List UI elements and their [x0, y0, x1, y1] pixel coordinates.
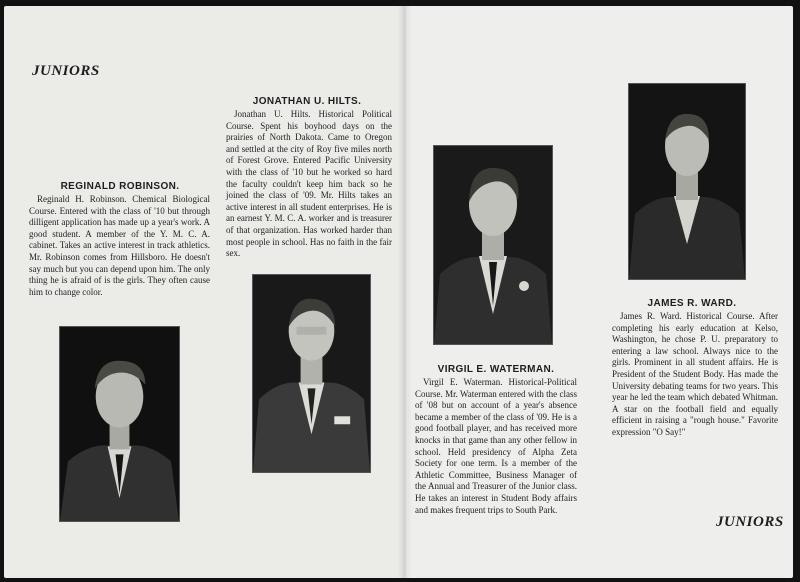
student-photo-hilts: [252, 274, 371, 473]
portrait-photo-icon: [629, 84, 745, 279]
student-photo-waterman: [433, 145, 553, 345]
student-name-robinson: REGINALD ROBINSON.: [60, 181, 180, 192]
portrait-photo-icon: [253, 275, 370, 472]
student-photo-ward: [628, 83, 746, 280]
student-name-waterman: VIRGIL E. WATERMAN.: [437, 364, 555, 375]
student-photo-robinson: [59, 326, 180, 522]
student-bio-hilts: Jonathan U. Hilts. Historical Political Course. Spent his boyhood days on the prairies of North Dakota. Came to Oregon and settled at the city of Roy five miles north of Forest Grove. Entered Pacific University with the class of '10 but he worked so hard the faculty couldn't keep him back so he joined the class of '09. Mr. Hilts takes an active interest in all student enterprises. He is an earnest Y. M. C. A. worker and is treasurer of that organization. Has worked harder than most people in school. Has no faith in the fair sex.: [226, 109, 392, 259]
student-bio-robinson: Reginald H. Robinson. Chemical Biological Course. Entered with the class of '10 but through dilligent application has made up a year's work. A good student. A member of the Y. M. C. A. cabinet. Takes an active interest in track athletics. Mr. Robinson comes from Hillsboro. He doesn't say much but you can depend upon him. The only thing he is afraid of is the girls. They often cause him to change color.: [29, 194, 210, 297]
juniors-header-right: JUNIORS: [716, 514, 784, 530]
student-name-hilts: JONATHAN U. HILTS.: [252, 96, 362, 107]
juniors-header-left: JUNIORS: [32, 63, 100, 79]
book-spine: [398, 6, 412, 578]
portrait-photo-icon: [434, 146, 552, 344]
portrait-photo-icon: [60, 327, 179, 521]
student-name-ward: JAMES R. WARD.: [647, 298, 737, 309]
student-bio-waterman: Virgil E. Waterman. Historical-Political Course. Mr. Waterman entered with the class of '08 but on account of a year's absence became a member of the class of '09. He is a good football player, and has received more knocks in that game than any other fellow in school. Held presidency of Alpha Zeta Society for one term. Is a member of the Athletic Committee, Business Manager of the Annual and Treasurer of the Junior class. He takes an interest in Student Body affairs and makes frequent trips to South Park.: [415, 377, 577, 515]
student-bio-ward: James R. Ward. Historical Course. After completing his early education at Kelso, Washington, he chose P. U. preparatory to entering a law school. Always nice to the girls. Prominent in all student affairs. He is President of the Student Body. Has made the University debating teams for two years. This year he led the team which debated Whitman. A star on the football field and equally efficient in raising a "rough house." Favorite expression "O Say!": [612, 311, 778, 437]
